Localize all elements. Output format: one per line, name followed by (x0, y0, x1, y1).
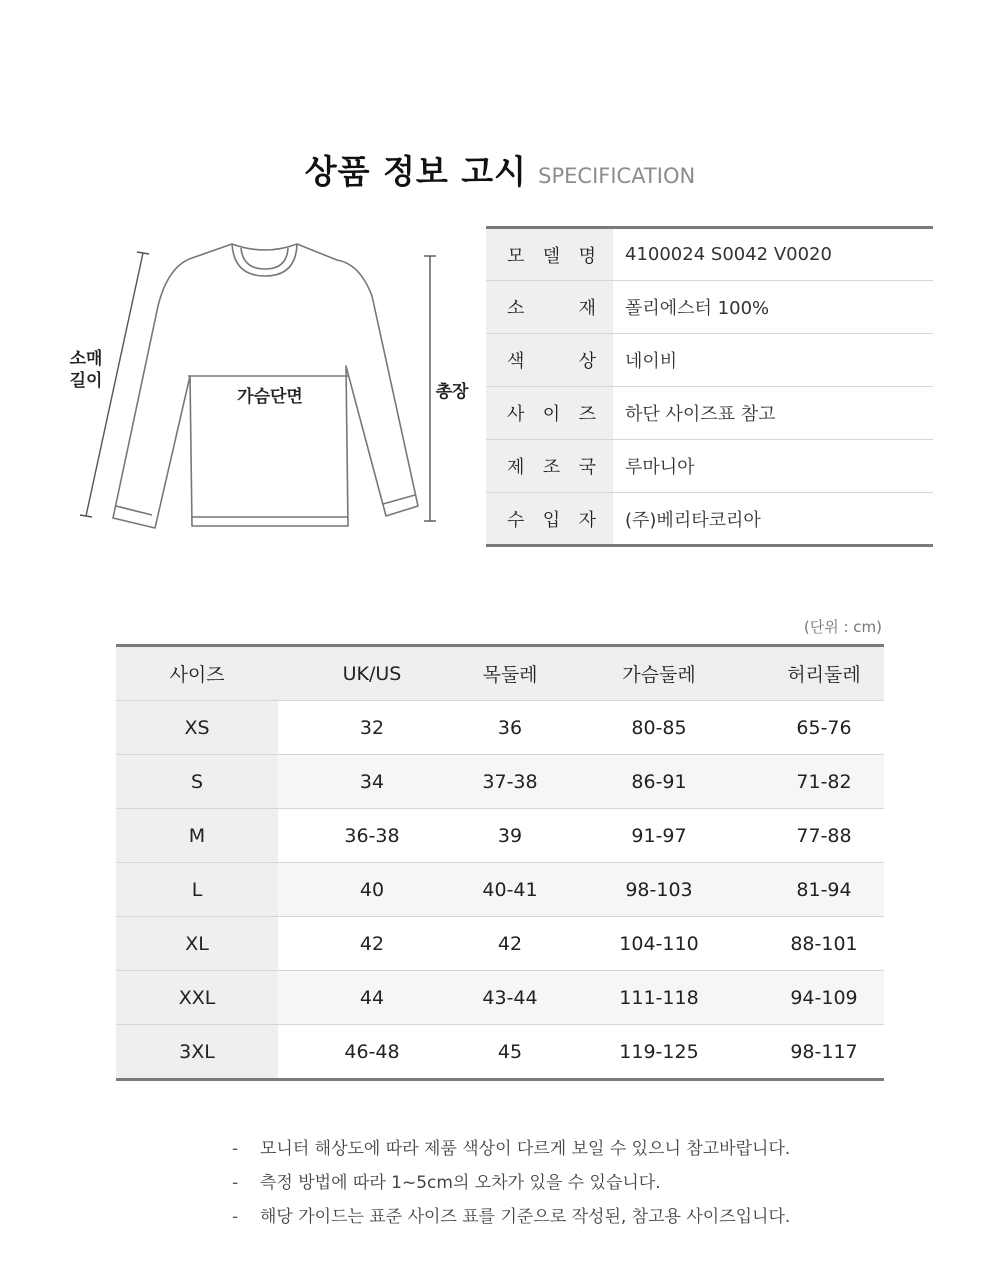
spec-label (486, 228, 613, 281)
unit-label: (단위 : cm) (803, 618, 882, 636)
size-value-cell: 80-85 (554, 701, 764, 755)
size-header-cell: 목둘레 (466, 646, 554, 701)
spec-label-char: 조 (542, 457, 561, 478)
size-value-cell: 65-76 (764, 701, 884, 755)
size-name-cell: L (116, 863, 278, 917)
title-subtitle: SPECIFICATION (538, 164, 696, 188)
total-length-label: 총장 (435, 382, 469, 402)
size-value-cell: 46-48 (344, 1040, 400, 1063)
page-title (0, 146, 1000, 193)
size-row (116, 971, 884, 1025)
size-row (116, 809, 884, 863)
spec-row (486, 334, 933, 387)
notes-list (232, 1134, 932, 1236)
note-item (232, 1168, 932, 1202)
size-table-header (116, 646, 884, 701)
spec-label-char: 수 (507, 509, 525, 531)
spec-label (486, 281, 613, 334)
spec-label-char: 델 (542, 245, 561, 267)
spec-label-char: 명 (578, 245, 596, 267)
spec-label (486, 387, 613, 440)
size-name-cell: XL (116, 917, 278, 971)
spec-value: (주)베리타코리아 (625, 509, 761, 531)
spec-label-char: 국 (578, 457, 596, 478)
size-value-cell: 119-125 (619, 1040, 699, 1063)
spec-label-char: 모 (507, 245, 525, 267)
size-value-cell: 44 (278, 971, 466, 1025)
size-value-cell: 42 (278, 917, 466, 971)
spec-label-char: 자 (578, 509, 596, 531)
size-value-cell: 111-118 (554, 971, 764, 1025)
spec-row (486, 387, 933, 440)
size-name-cell: XXL (116, 971, 278, 1025)
spec-label-char: 색 (507, 351, 525, 372)
spec-row (486, 228, 933, 281)
spec-label-chars (486, 506, 613, 532)
spec-label-chars (486, 242, 613, 268)
size-name-cell: XS (116, 701, 278, 755)
note-dash: - (232, 1173, 239, 1193)
size-value-cell: 104-110 (554, 917, 764, 971)
size-value-cell: 88-101 (764, 917, 884, 971)
size-value-cell: 77-88 (764, 809, 884, 863)
size-header-cell: 허리둘레 (764, 646, 884, 701)
sleeve-label-line1: 소매 길이 (69, 349, 103, 391)
size-value-cell: 32 (278, 701, 466, 755)
note-text: 해당 가이드는 표준 사이즈 표를 기준으로 작성된, 참고용 사이즈입니다. (260, 1207, 791, 1227)
size-value-cell: 71-82 (764, 755, 884, 809)
spec-value: 폴리에스터 100% (613, 281, 933, 334)
size-name-cell: 3XL (116, 1025, 278, 1080)
size-value-cell: 45 (497, 1040, 523, 1063)
spec-value: 하단 사이즈표 참고 (613, 387, 933, 440)
note-item (232, 1134, 932, 1168)
size-row (116, 1025, 884, 1080)
size-value-cell: 34 (278, 755, 466, 809)
size-value-cell: 81-94 (764, 863, 884, 917)
size-name-cell: M (116, 809, 278, 863)
size-value-cell: 91-97 (554, 809, 764, 863)
size-value-cell: 42 (466, 917, 554, 971)
size-row (116, 701, 884, 755)
size-row (116, 755, 884, 809)
size-name-cell: S (116, 755, 278, 809)
size-header-cell: UK/US (278, 646, 466, 701)
spec-label-chars (486, 347, 613, 373)
spec-label-char: 이 (542, 404, 561, 425)
chest-width-label: 가슴단면 (237, 387, 303, 407)
spec-label-chars (486, 400, 613, 426)
spec-label-char: 사 (507, 404, 525, 425)
size-value-cell: 40-41 (466, 863, 554, 917)
size-value-cell: 98-117 (790, 1040, 858, 1063)
spec-label-chars (486, 453, 613, 479)
size-row (116, 917, 884, 971)
spec-label (486, 440, 613, 493)
spec-value: 4100024 S0042 V0020 (613, 228, 933, 281)
spec-row (486, 493, 933, 546)
spec-label (486, 334, 613, 387)
spec-label-chars (486, 294, 613, 320)
size-value-cell: 40 (278, 863, 466, 917)
note-item (232, 1202, 932, 1236)
spec-label-char: 제 (507, 457, 525, 478)
size-value-cell: 39 (466, 809, 554, 863)
size-row (116, 863, 884, 917)
spec-value: 루마니아 (613, 440, 933, 493)
size-table (116, 644, 884, 1081)
size-value-cell: 86-91 (554, 755, 764, 809)
size-value-cell: 98-103 (554, 863, 764, 917)
size-value-cell: 94-109 (764, 971, 884, 1025)
size-value-cell: 37-38 (466, 755, 554, 809)
size-header-cell: 사이즈 (116, 646, 278, 701)
size-value-cell: 36 (466, 701, 554, 755)
note-dash: - (232, 1139, 239, 1159)
spec-row (486, 281, 933, 334)
note-dash: - (232, 1207, 239, 1227)
spec-label-char: 즈 (578, 404, 596, 425)
spec-label-char: 재 (578, 298, 596, 319)
note-text: 측정 방법에 따라 1~5cm의 오차가 있을 수 있습니다. (260, 1173, 661, 1193)
size-header-cell: 가슴둘레 (554, 646, 764, 701)
spec-value: 네이비 (613, 334, 933, 387)
size-value-cell: 43-44 (466, 971, 554, 1025)
garment-diagram (60, 236, 480, 536)
spec-label (486, 493, 613, 546)
title-main: 상품 정보 고시 (304, 152, 528, 191)
sleeve-length-label (66, 348, 106, 392)
size-value-cell: 36-38 (278, 809, 466, 863)
note-text: 모니터 해상도에 따라 제품 색상이 다르게 보일 수 있으니 참고바랍니다. (260, 1139, 791, 1159)
spec-label-char: 상 (578, 351, 596, 372)
spec-table (486, 226, 933, 547)
spec-row (486, 440, 933, 493)
spec-label-char: 소 (507, 298, 525, 319)
spec-label-char: 입 (542, 509, 561, 531)
